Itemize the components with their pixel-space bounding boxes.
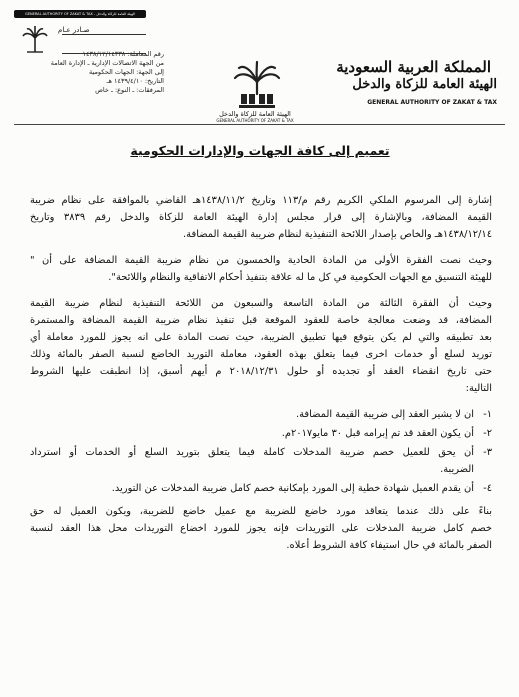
letter-body <box>30 192 492 692</box>
closing-paragraph <box>30 503 492 554</box>
condition-number: ٤- <box>483 483 492 494</box>
emblem-name-english: GENERAL AUTHORITY OF ZAKAT & TAX <box>216 118 294 123</box>
paragraph <box>30 192 492 243</box>
text-line: الصفر بالمائة في حال استيفاء كافة الشروط أعلاه. <box>286 540 492 551</box>
stamp-header-text: GENERAL AUTHORITY OF ZAKAT & TAX - الهيئة العامة للزكاة والدخل <box>25 12 135 16</box>
reference-block <box>14 50 164 95</box>
text-line: وحيث نصت الفقرة الأولى من المادة الحادية والخمسون من نظام ضريبة القيمة المضافة على أن " <box>30 255 492 266</box>
text-line: ١٤٣٨/١٢/١٤هـ والخاص بإصدار اللائحة التنفيذية لنظام ضريبة القيمة المضافة. <box>183 229 492 240</box>
condition-text: أن يقدم العميل شهادة خطية إلى المورد بإمكانية خصم كامل ضريبة المدخلات عن التوريد. <box>111 483 474 494</box>
condition-text: أن يكون العقد قد تم إبرامه قبل ٣٠ مايو٢٠١٧م. <box>281 428 474 439</box>
reference-line: رقم المعاملة: ١٤٣٨/١٢/١٤٣٣٨ <box>82 50 164 58</box>
condition-text: الضريبة. <box>440 464 474 475</box>
stamp-header-bar <box>14 10 146 18</box>
authority-title-english: GENERAL AUTHORITY OF ZAKAT & TAX <box>367 99 497 106</box>
reference-line: التاريخ: ١٤٣٩/٤/١٠ هـ <box>106 77 164 85</box>
text-line: إشارة إلى المرسوم الملكي الكريم رقم م/١١٣ وتاريخ ١٤٣٨/١١/٢هـ القاضي بالموافقة على نظام ضريبة <box>30 195 493 206</box>
stamp-label: صـادر عـام <box>58 26 90 34</box>
text-line: خصم كامل ضريبة المدخلات على التوريدات فإنه يجوز للمورد اخضاع التوريدات محل هذا العقد لنسبة <box>30 523 492 534</box>
text-line: حتى تاريخ انقضاء العقد أو تجديده أو حلول ٢٠١٨/١٢/٣١ م أيهم أسبق، إذا انطبقت عليها الشروط <box>30 366 493 377</box>
text-line: بعد تطبيقه والتي لم يكن يتوقع فيها تطبيق الضريبة، حيث نصت المادة على انه يجوز للمورد معاملة أي <box>30 332 492 343</box>
condition-number: ٢- <box>483 428 492 439</box>
authority-title: الهيئة العامة للزكاة والدخل <box>352 77 497 92</box>
text-line: بناءً على ذلك عندما يتعاقد مورد خاضع للضريبة مع عميل خاضع للضريبة، ويكون العميل له حق <box>30 506 492 517</box>
reference-line: إلى الجهة: الجهات الحكومية <box>89 68 164 76</box>
condition-number: ٣- <box>483 447 492 458</box>
condition-item <box>30 480 492 497</box>
text-line: التالية: <box>465 383 492 394</box>
condition-item <box>30 425 492 442</box>
emblem-name-arabic: الهيئة العامة للزكاة والدخل <box>219 110 291 118</box>
authority-emblem-icon <box>229 60 285 110</box>
text-line: المضافة، قد وضعت معالجة خاصة للعقود الموقعة قبل تنفيذ نظام ضريبة القيمة المضافة والمستمرة <box>30 315 492 326</box>
kingdom-title: المملكة العربية السعودية <box>336 58 491 76</box>
text-line: وحيث أن الفقرة الثالثة من المادة التاسعة والسبعون من اللائحة التنفيذية لنظام ضريبة القيمة <box>30 298 492 309</box>
condition-item <box>30 406 492 423</box>
incoming-stamp <box>14 10 146 54</box>
conditions-list <box>30 406 492 497</box>
paragraph <box>30 295 492 397</box>
circular-subject: تعميم إلى كافة الجهات والإدارات الحكومية <box>130 143 390 158</box>
condition-number: ١- <box>483 409 492 420</box>
text-line: للهيئة التنسيق مع الجهات الحكومية في كل ما له علاقة بتنفيذ أحكام الاتفاقية والنظام واللائحة". <box>108 272 492 283</box>
condition-text: ان لا يشير العقد إلى ضريبة القيمة المضافة. <box>295 409 474 420</box>
condition-item <box>30 444 492 478</box>
text-line: توريد لسلع أو خدمات اخرى فيما يتعلق بهذه العقود، معاملة التوريد الخاضع لنسبة الصفر بالمائة وذلك <box>30 349 492 360</box>
reference-line: من الجهة الاتصالات الإدارية ـ الإدارة العامة <box>50 59 164 67</box>
header-divider <box>14 124 505 125</box>
text-line: القيمة المضافة، وبالإشارة إلى قرار مجلس إدارة الهيئة العامة للزكاة والدخل رقم ٣٨٣٩ وتاريخ <box>30 212 492 223</box>
paragraph <box>30 252 492 286</box>
condition-text: أن يحق للعميل خصم ضريبة المدخلات كاملة فيما يتعلق بتوريد السلع أو الخدمات أو استرداد <box>30 447 474 458</box>
reference-line: المرفقات: ـ النوع: ـ خاص <box>95 86 164 94</box>
